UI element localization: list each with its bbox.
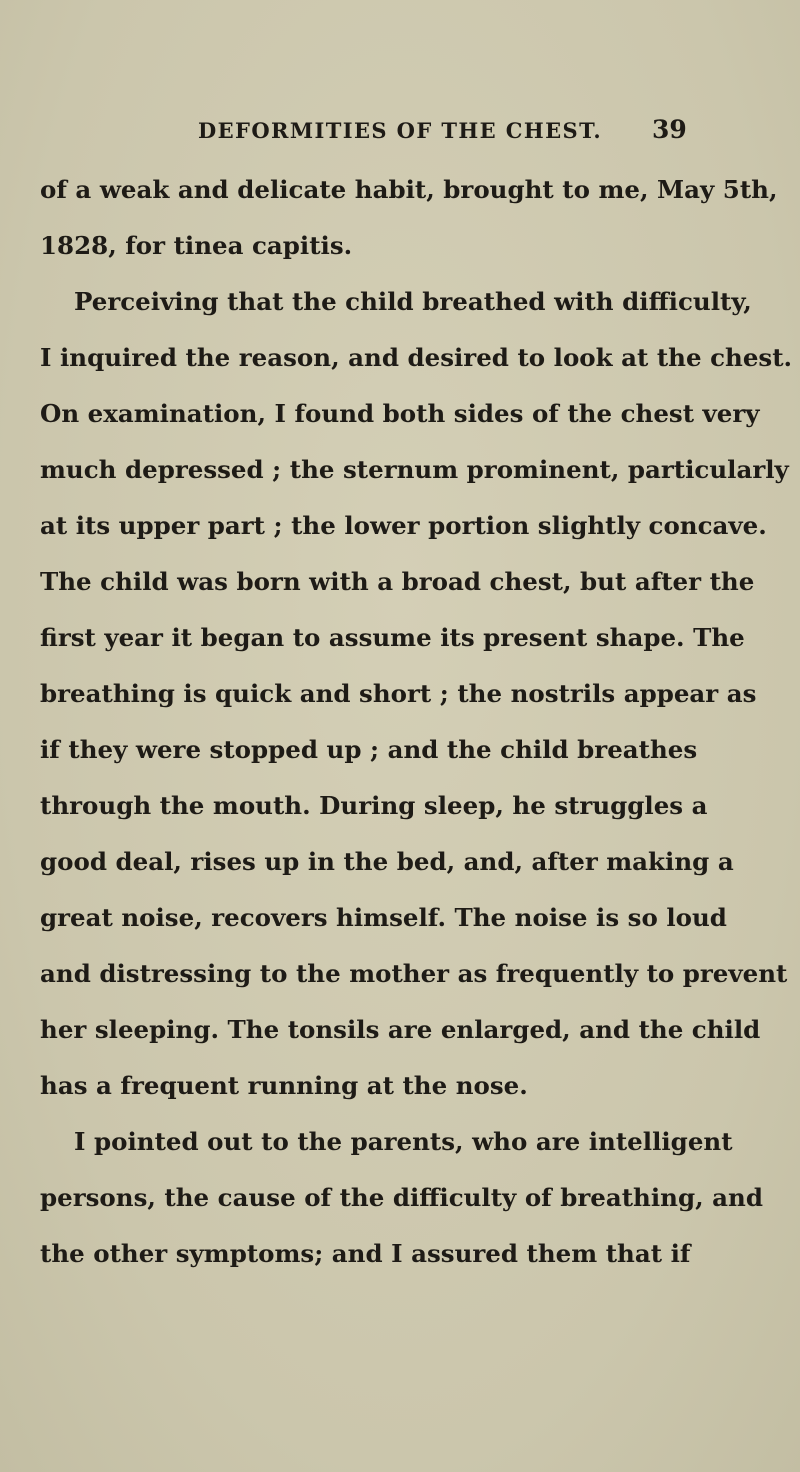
- text-line: I pointed out to the parents, who are intelligent: [74, 1127, 733, 1156]
- text-line: first year it began to assume its present shape. The: [40, 623, 745, 652]
- running-head: [0, 115, 800, 150]
- text-line: of a weak and delicate habit, brought to me, May 5th,: [40, 175, 778, 204]
- text-line: if they were stopped up ; and the child breathes: [40, 735, 698, 764]
- text-line: has a frequent running at the nose.: [40, 1071, 528, 1100]
- text-line: and distressing to the mother as frequently to prevent: [40, 959, 788, 988]
- text-line: On examination, I found both sides of the chest very: [40, 399, 760, 428]
- text-line: the other symptoms; and I assured them that if: [40, 1239, 691, 1268]
- text-line: persons, the cause of the difficulty of breathing, and: [40, 1183, 763, 1212]
- text-line: at its upper part ; the lower portion slightly concave.: [40, 511, 767, 540]
- text-line: I inquired the reason, and desired to look at the chest.: [40, 343, 793, 372]
- running-head-title: DEFORMITIES OF THE CHEST.: [198, 118, 603, 143]
- text-line: great noise, recovers himself. The noise is so loud: [40, 903, 727, 932]
- text-line: good deal, rises up in the bed, and, after making a: [40, 847, 734, 876]
- text-line: through the mouth. During sleep, he struggles a: [40, 791, 708, 820]
- text-line: The child was born with a broad chest, but after the: [40, 567, 755, 596]
- text-line: 1828, for tinea capitis.: [40, 231, 353, 260]
- page-number: 39: [652, 115, 687, 144]
- text-line: Perceiving that the child breathed with difficulty,: [74, 287, 752, 316]
- text-line: her sleeping. The tonsils are enlarged, and the child: [40, 1015, 761, 1044]
- text-line: breathing is quick and short ; the nostrils appear as: [40, 679, 757, 708]
- text-line: much depressed ; the sternum prominent, particularly: [40, 455, 789, 484]
